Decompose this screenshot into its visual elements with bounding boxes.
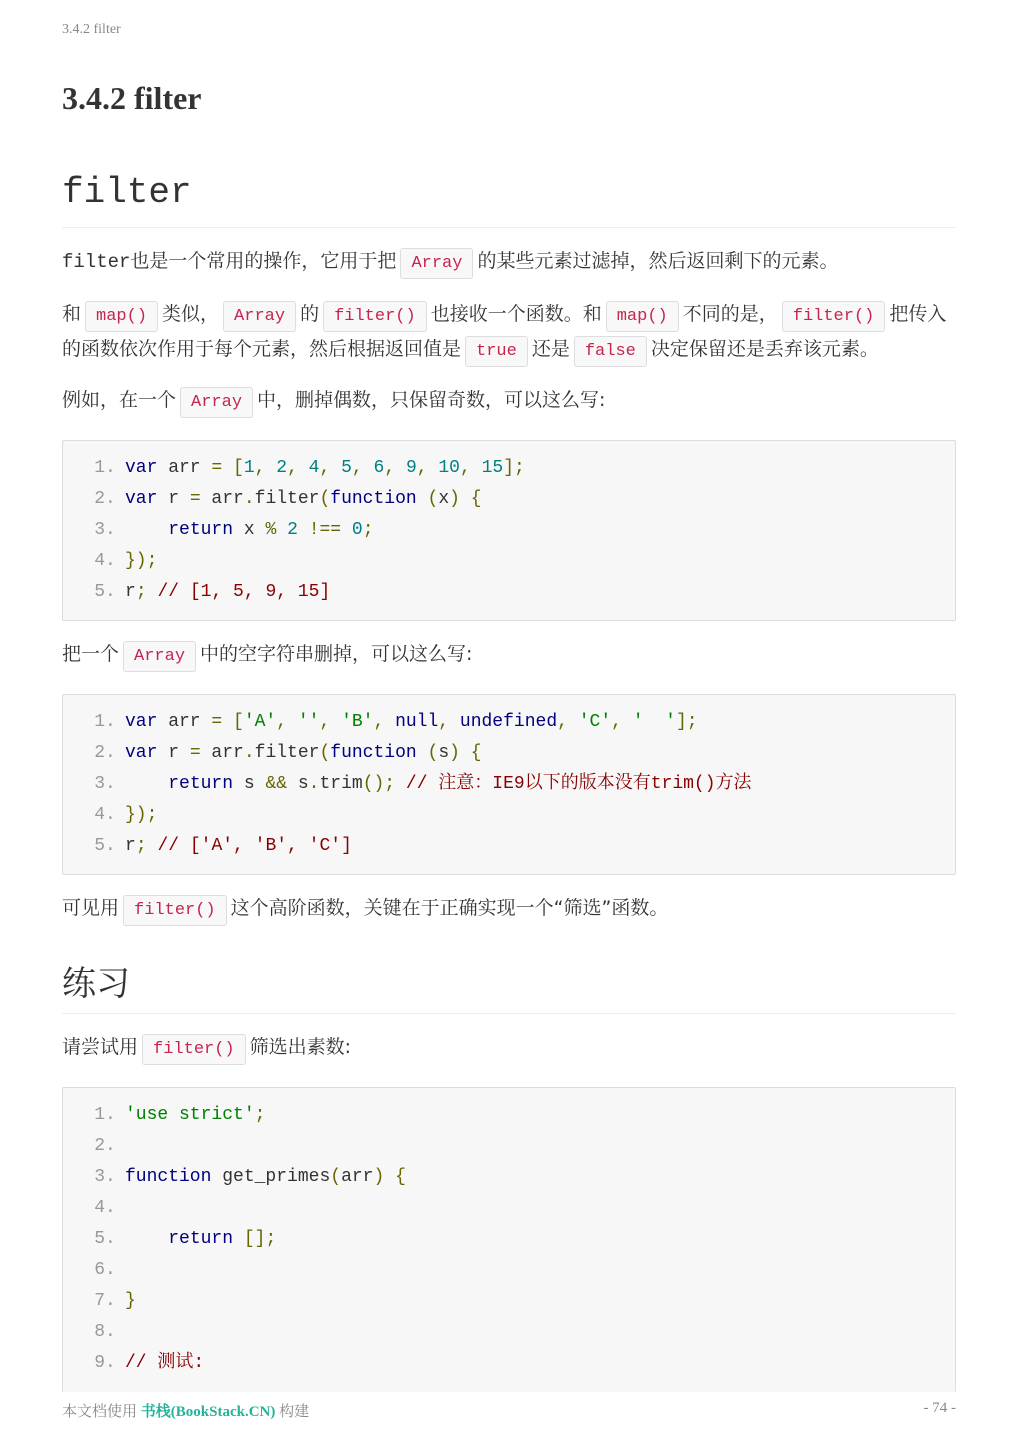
line-number: 3 xyxy=(94,774,105,794)
code-token: // [1, 5, 9, 15] xyxy=(157,582,331,602)
code-token: 6 xyxy=(373,458,385,478)
code-token: , xyxy=(438,712,460,732)
code-source xyxy=(125,1286,136,1317)
inline-code: Array xyxy=(223,301,296,332)
line-number: 8 xyxy=(94,1322,105,1342)
code-token: = xyxy=(189,489,201,509)
code-token: arr xyxy=(200,489,244,509)
code-source xyxy=(125,1100,265,1131)
heading-divider xyxy=(62,1013,956,1014)
line-number: 2 xyxy=(94,1136,105,1156)
line-number-dot: . xyxy=(105,805,116,825)
footer-text: 本文档使用 xyxy=(62,1404,141,1420)
code-source xyxy=(125,546,157,577)
line-number-dot: . xyxy=(105,1291,116,1311)
code-token: arr xyxy=(341,1167,374,1187)
code-token xyxy=(460,489,471,509)
code-token: '' xyxy=(297,712,320,732)
paragraph-summary xyxy=(62,892,956,927)
line-number: 1 xyxy=(94,1105,105,1125)
paragraph-text: 中，删掉偶数，只保留奇数，可以这么写: xyxy=(257,389,606,411)
code-token: ; xyxy=(135,836,147,856)
code-token xyxy=(298,520,309,540)
inline-code: Array xyxy=(180,387,253,418)
paragraph-text: 也接收一个函数。和 xyxy=(430,303,602,325)
paragraph-text: 这个高阶函数，关键在于正确实现一个“筛选”函数。 xyxy=(230,897,669,919)
page-title: 3.4.2 filter xyxy=(62,80,202,116)
code-line xyxy=(63,1255,955,1286)
code-token xyxy=(125,774,168,794)
code-block-exercise[interactable] xyxy=(62,1087,956,1392)
code-token: 5 xyxy=(341,458,352,478)
code-token xyxy=(395,774,406,794)
code-line xyxy=(63,577,955,608)
code-line xyxy=(63,738,955,769)
code-token: , xyxy=(276,712,298,732)
code-token: !== xyxy=(308,520,342,540)
code-line xyxy=(63,769,955,800)
code-token: (); xyxy=(362,774,396,794)
code-token xyxy=(417,489,428,509)
line-number: 3 xyxy=(94,520,105,540)
code-token: ]; xyxy=(503,458,525,478)
code-token: 'A' xyxy=(243,712,277,732)
code-token: 15 xyxy=(481,458,504,478)
code-line xyxy=(63,831,955,862)
code-token: , xyxy=(557,712,579,732)
code-source xyxy=(125,707,698,738)
code-token: . xyxy=(243,489,255,509)
code-token: % xyxy=(265,520,277,540)
line-number-dot: . xyxy=(105,1167,116,1187)
paragraph-text: 把一个 xyxy=(62,643,120,665)
code-token: get_primes xyxy=(211,1167,331,1187)
code-line xyxy=(63,1348,955,1379)
code-line xyxy=(63,1286,955,1317)
code-token: ( xyxy=(330,1167,342,1187)
code-source xyxy=(125,453,525,484)
code-line xyxy=(63,1162,955,1193)
code-token: , xyxy=(287,458,309,478)
code-token: ' ' xyxy=(632,712,676,732)
line-number: 4 xyxy=(94,805,105,825)
code-token: function xyxy=(330,489,417,509)
code-line xyxy=(63,1100,955,1131)
code-token xyxy=(460,743,471,763)
code-line xyxy=(63,1131,955,1162)
code-token: 'use strict' xyxy=(125,1105,255,1125)
line-number-dot: . xyxy=(105,1136,116,1156)
running-header: 3.4.2 filter xyxy=(62,22,121,37)
paragraph-example-odd xyxy=(62,384,956,419)
code-token: ]; xyxy=(675,712,698,732)
code-token: arr xyxy=(157,458,212,478)
code-token: var xyxy=(125,458,158,478)
inline-code: Array xyxy=(123,641,196,672)
code-source xyxy=(125,484,482,515)
code-source xyxy=(125,1162,406,1193)
code-token: , xyxy=(459,458,482,478)
inline-code: map() xyxy=(85,301,158,332)
paragraph-text: 请尝试用 xyxy=(62,1036,139,1058)
code-token: }); xyxy=(125,805,158,825)
paragraph-example-empty xyxy=(62,638,956,673)
code-token: ; xyxy=(362,520,374,540)
code-token xyxy=(417,743,428,763)
code-token: { xyxy=(470,743,482,763)
paragraph-text: 的 xyxy=(300,303,320,325)
inline-code: true xyxy=(465,336,528,367)
code-line xyxy=(63,1193,955,1224)
paragraph-text: 和 xyxy=(62,303,82,325)
code-token: return xyxy=(168,1229,234,1249)
line-number: 9 xyxy=(94,1353,105,1373)
code-token: var xyxy=(125,489,158,509)
code-line xyxy=(63,453,955,484)
line-number: 2 xyxy=(94,489,105,509)
code-token: return xyxy=(168,774,234,794)
line-number: 5 xyxy=(94,582,105,602)
paragraph-description xyxy=(62,298,956,368)
code-source xyxy=(125,769,752,800)
inline-code: filter() xyxy=(323,301,427,332)
code-token: r xyxy=(125,582,136,602)
line-number: 1 xyxy=(94,712,105,732)
line-number-dot: . xyxy=(105,1105,116,1125)
code-line xyxy=(63,707,955,738)
code-token: = [ xyxy=(211,458,244,478)
line-number: 1 xyxy=(94,458,105,478)
paragraph-text: 也是一个常用的操作，它用于把 xyxy=(130,250,397,272)
code-token xyxy=(276,520,287,540)
line-number-dot: . xyxy=(105,520,116,540)
inline-code: false xyxy=(574,336,647,367)
line-number-dot: . xyxy=(105,1198,116,1218)
code-source xyxy=(125,1224,276,1255)
code-token: // 测试: xyxy=(125,1353,205,1373)
code-token xyxy=(147,836,158,856)
code-token: 10 xyxy=(438,458,460,478)
code-block-odd-filter xyxy=(62,440,956,621)
paragraph-text: 类似， xyxy=(162,303,220,325)
line-number: 7 xyxy=(94,1291,105,1311)
code-token: ( xyxy=(427,489,439,509)
section-heading-filter: filter xyxy=(62,172,192,213)
paragraph-text: 的某些元素过滤掉，然后返回剩下的元素。 xyxy=(477,250,839,272)
code-token: return xyxy=(168,520,234,540)
paragraph-intro xyxy=(62,245,956,280)
line-number-dot: . xyxy=(105,836,116,856)
code-token: ) xyxy=(449,743,460,763)
code-token: } xyxy=(125,1291,136,1311)
code-token: , xyxy=(351,458,374,478)
paragraph-text: 筛选出素数: xyxy=(249,1036,352,1058)
code-token: undefined xyxy=(459,712,558,732)
code-token: // 注意：IE9以下的版本没有trim()方法 xyxy=(405,774,752,794)
line-number: 6 xyxy=(94,1260,105,1280)
code-token: r xyxy=(157,489,190,509)
code-token: function xyxy=(330,743,417,763)
paragraph-exercise xyxy=(62,1031,956,1066)
code-token: 2 xyxy=(287,520,298,540)
code-token: ) xyxy=(373,1167,385,1187)
paragraph-text: 中的空字符串删掉，可以这么写: xyxy=(200,643,473,665)
code-token: function xyxy=(125,1167,212,1187)
code-token: arr xyxy=(157,712,212,732)
code-token: , xyxy=(416,458,439,478)
code-token: []; xyxy=(243,1229,277,1249)
code-token: }); xyxy=(125,551,158,571)
line-number: 5 xyxy=(94,1229,105,1249)
code-line xyxy=(63,1317,955,1348)
code-block-empty-filter xyxy=(62,694,956,875)
footer-brand-link[interactable]: 书栈(BookStack.CN) xyxy=(140,1404,276,1420)
code-token: arr xyxy=(200,743,244,763)
code-token: 9 xyxy=(405,458,417,478)
code-token: filter xyxy=(254,489,320,509)
code-token: null xyxy=(395,712,439,732)
line-number: 5 xyxy=(94,836,105,856)
code-token: ; xyxy=(135,582,147,602)
line-number-dot: . xyxy=(105,458,116,478)
line-number-dot: . xyxy=(105,774,116,794)
code-line xyxy=(63,800,955,831)
code-token: , xyxy=(373,712,396,732)
code-token: ( xyxy=(319,489,331,509)
code-token: , xyxy=(611,712,633,732)
code-token: . xyxy=(308,774,320,794)
line-number-dot: . xyxy=(105,489,116,509)
paragraph-text: 可见用 xyxy=(62,897,120,919)
filter-word: filter xyxy=(62,251,131,273)
code-source xyxy=(125,800,157,831)
line-number: 4 xyxy=(94,551,105,571)
code-token: 2 xyxy=(276,458,288,478)
inline-code: filter() xyxy=(123,895,227,926)
code-token: filter xyxy=(254,743,320,763)
code-token: ) xyxy=(449,489,460,509)
code-token: s xyxy=(438,743,450,763)
code-token: = xyxy=(189,743,201,763)
paragraph-text: 例如，在一个 xyxy=(62,389,177,411)
code-source xyxy=(125,738,482,769)
paragraph-text: 还是 xyxy=(531,338,570,360)
code-token: , xyxy=(384,458,406,478)
code-token xyxy=(125,1229,168,1249)
line-number-dot: . xyxy=(105,712,116,732)
line-number-dot: . xyxy=(105,582,116,602)
code-token: , xyxy=(254,458,277,478)
code-token: , xyxy=(319,712,342,732)
code-token: { xyxy=(395,1167,406,1187)
code-token: 4 xyxy=(308,458,320,478)
code-token xyxy=(233,1229,244,1249)
code-token xyxy=(384,1167,395,1187)
code-token xyxy=(125,520,168,540)
code-token: { xyxy=(470,489,482,509)
code-line xyxy=(63,515,955,546)
code-token: r xyxy=(157,743,190,763)
code-token: 'C' xyxy=(578,712,612,732)
code-token: x xyxy=(438,489,450,509)
line-number-dot: . xyxy=(105,1260,116,1280)
code-token: 0 xyxy=(351,520,363,540)
inline-code: filter() xyxy=(142,1034,246,1065)
code-token: // ['A', 'B', 'C'] xyxy=(157,836,352,856)
line-number-dot: . xyxy=(105,1353,116,1373)
code-source xyxy=(125,1348,204,1379)
line-number-dot: . xyxy=(105,1322,116,1342)
code-token: s xyxy=(233,774,266,794)
code-source xyxy=(125,831,352,862)
code-token: ; xyxy=(254,1105,266,1125)
code-token: ( xyxy=(319,743,331,763)
code-token: && xyxy=(265,774,288,794)
code-source xyxy=(125,577,330,608)
line-number-dot: . xyxy=(105,551,116,571)
code-token: = [ xyxy=(211,712,244,732)
code-line xyxy=(63,546,955,577)
code-line xyxy=(63,1224,955,1255)
inline-code: map() xyxy=(606,301,679,332)
code-token: x xyxy=(233,520,266,540)
line-number: 4 xyxy=(94,1198,105,1218)
paragraph-text: 把传入的函数依次作用于每个元素，然后根据返回值是 xyxy=(62,303,947,360)
code-token: ( xyxy=(427,743,439,763)
paragraph-text: 不同的是， xyxy=(682,303,778,325)
code-token: . xyxy=(243,743,255,763)
code-source xyxy=(125,515,374,546)
code-token: var xyxy=(125,712,158,732)
code-token xyxy=(341,520,352,540)
code-token: 'B' xyxy=(341,712,374,732)
code-token xyxy=(147,582,158,602)
heading-divider xyxy=(62,227,956,228)
code-token: s xyxy=(287,774,309,794)
code-token: 1 xyxy=(243,458,255,478)
footer-credit xyxy=(62,1400,309,1421)
code-line xyxy=(63,484,955,515)
code-token: , xyxy=(319,458,342,478)
line-number: 2 xyxy=(94,743,105,763)
line-number-dot: . xyxy=(105,743,116,763)
inline-code: filter() xyxy=(782,301,886,332)
code-token: r xyxy=(125,836,136,856)
line-number: 3 xyxy=(94,1167,105,1187)
code-token: trim xyxy=(319,774,363,794)
code-token: var xyxy=(125,743,158,763)
footer-text: 构建 xyxy=(275,1404,310,1420)
line-number-dot: . xyxy=(105,1229,116,1249)
inline-code: Array xyxy=(400,248,473,279)
section-heading-practice: 练习 xyxy=(62,964,130,1004)
paragraph-text: 决定保留还是丢弃该元素。 xyxy=(650,338,879,360)
page-number: - 74 - xyxy=(923,1400,956,1416)
